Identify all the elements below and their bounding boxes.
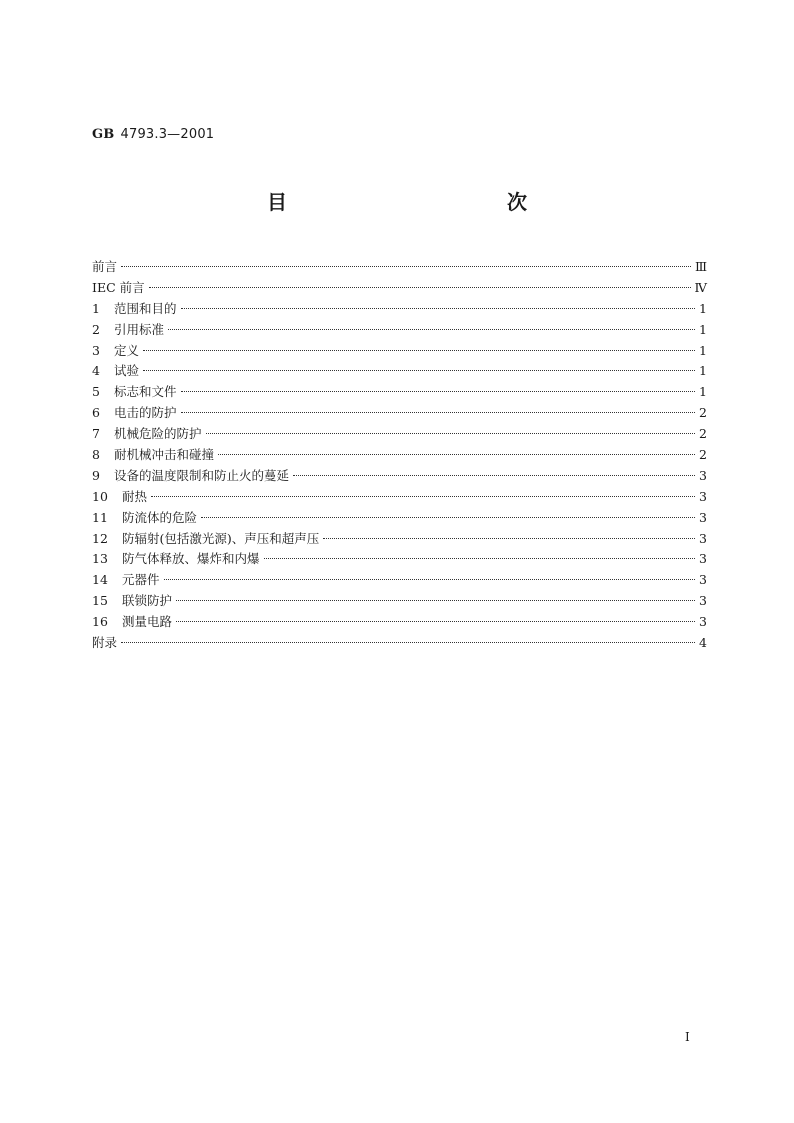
dot-leader — [323, 537, 695, 539]
toc-entry-label: 定义 — [114, 342, 140, 358]
toc-section-number: 16 — [92, 614, 108, 630]
toc-page-number: 3 — [699, 614, 707, 630]
standard-number: 4793.3—2001 — [120, 127, 215, 142]
toc-entry-label: 前言 — [92, 259, 118, 274]
dot-leader — [176, 599, 695, 601]
toc-page-number: 1 — [699, 384, 707, 400]
dot-leader — [143, 369, 695, 371]
toc-entry[interactable] — [92, 591, 707, 612]
toc-section-number: 15 — [92, 593, 108, 609]
dot-leader — [293, 474, 695, 476]
toc-page-number: Ⅳ — [694, 279, 707, 295]
toc-entry[interactable] — [92, 341, 707, 362]
toc-entry-label: 引用标准 — [114, 321, 165, 337]
toc-section-number: 12 — [92, 530, 108, 546]
dot-leader — [201, 516, 695, 518]
toc-section-number: 13 — [92, 551, 108, 567]
toc-entry[interactable] — [92, 549, 707, 570]
standard-prefix: GB — [92, 127, 115, 142]
dot-leader — [121, 641, 695, 643]
toc-section-number: 10 — [92, 488, 108, 504]
toc-section-number: 7 — [92, 426, 100, 442]
toc-title: 目 次 — [267, 190, 587, 214]
dot-leader — [176, 620, 695, 622]
toc-entry-label: 试验 — [114, 363, 140, 379]
toc-section-number: 3 — [92, 342, 100, 358]
toc-page-number: 3 — [699, 467, 707, 483]
toc-entry-label: 附录 — [92, 635, 118, 651]
toc-entry-label: 防辐射(包括激光源)、声压和超声压 — [122, 530, 320, 546]
dot-leader — [218, 453, 695, 455]
toc-entry[interactable] — [92, 257, 707, 278]
toc-entry-label: 电击的防护 — [114, 405, 177, 421]
toc-entry[interactable] — [92, 320, 707, 341]
toc-section-number: 14 — [92, 572, 108, 588]
toc-entry[interactable] — [92, 487, 707, 508]
toc-page-number: 1 — [699, 300, 707, 316]
toc-entry-label: 耐热 — [122, 488, 148, 504]
dot-leader — [181, 411, 695, 413]
toc-entry-label: 机械危险的防护 — [114, 426, 202, 442]
dot-leader — [181, 307, 695, 309]
toc-page-number: 2 — [699, 447, 707, 463]
toc-page-number: 3 — [699, 530, 707, 546]
toc-section-number: 1 — [92, 300, 100, 316]
toc-entry[interactable] — [92, 633, 707, 654]
toc-page-number: 3 — [699, 551, 707, 567]
toc-section-number: 5 — [92, 384, 100, 400]
toc-section-number: 8 — [92, 447, 100, 463]
toc-entry-label: 设备的温度限制和防止火的蔓延 — [114, 467, 290, 483]
dot-leader — [181, 390, 695, 392]
toc-entry[interactable] — [92, 403, 707, 424]
dot-leader — [151, 495, 695, 497]
toc-section-number: 11 — [92, 509, 108, 525]
table-of-contents — [92, 257, 707, 654]
toc-page-number: 3 — [699, 572, 707, 588]
toc-entry[interactable] — [92, 424, 707, 445]
toc-entry-label: 防气体释放、爆炸和内爆 — [122, 551, 260, 567]
toc-entry-label: 防流体的危险 — [122, 509, 198, 525]
toc-entry[interactable] — [92, 382, 707, 403]
toc-entry-label: 标志和文件 — [114, 384, 177, 400]
dot-leader — [121, 265, 691, 267]
dot-leader — [164, 578, 695, 580]
toc-entry[interactable] — [92, 278, 707, 299]
toc-entry[interactable] — [92, 361, 707, 382]
toc-section-number: 2 — [92, 321, 100, 337]
toc-page-number: 2 — [699, 405, 707, 421]
toc-entry[interactable] — [92, 508, 707, 529]
dot-leader — [168, 328, 695, 330]
dot-leader — [206, 432, 695, 434]
toc-page-number: 1 — [699, 363, 707, 379]
toc-entry[interactable] — [92, 466, 707, 487]
standard-code — [92, 127, 214, 142]
toc-entry-label: 耐机械冲击和碰撞 — [114, 447, 215, 463]
toc-entry-label: 测量电路 — [122, 614, 173, 630]
page-folio: I — [685, 1030, 690, 1044]
dot-leader — [264, 557, 695, 559]
toc-section-number: 4 — [92, 363, 100, 379]
toc-entry[interactable] — [92, 529, 707, 550]
toc-page-number: 3 — [699, 593, 707, 609]
toc-entry-label: 联锁防护 — [122, 593, 173, 609]
toc-page-number: 1 — [699, 342, 707, 358]
toc-entry-label: IEC 前言 — [92, 279, 145, 295]
toc-section-number: 6 — [92, 405, 100, 421]
toc-entry[interactable] — [92, 299, 707, 320]
toc-page-number: 1 — [699, 321, 707, 337]
toc-entry[interactable] — [92, 570, 707, 591]
toc-page-number: 3 — [699, 488, 707, 504]
toc-page-number: Ⅲ — [694, 259, 707, 274]
toc-page-number: 4 — [699, 635, 707, 651]
toc-entry[interactable] — [92, 612, 707, 633]
toc-page-number: 3 — [699, 509, 707, 525]
toc-section-number: 9 — [92, 467, 100, 483]
toc-entry[interactable] — [92, 445, 707, 466]
toc-entry-label: 范围和目的 — [114, 300, 177, 316]
toc-entry-label: 元器件 — [122, 572, 160, 588]
dot-leader — [143, 349, 695, 351]
dot-leader — [149, 286, 691, 288]
toc-page-number: 2 — [699, 426, 707, 442]
